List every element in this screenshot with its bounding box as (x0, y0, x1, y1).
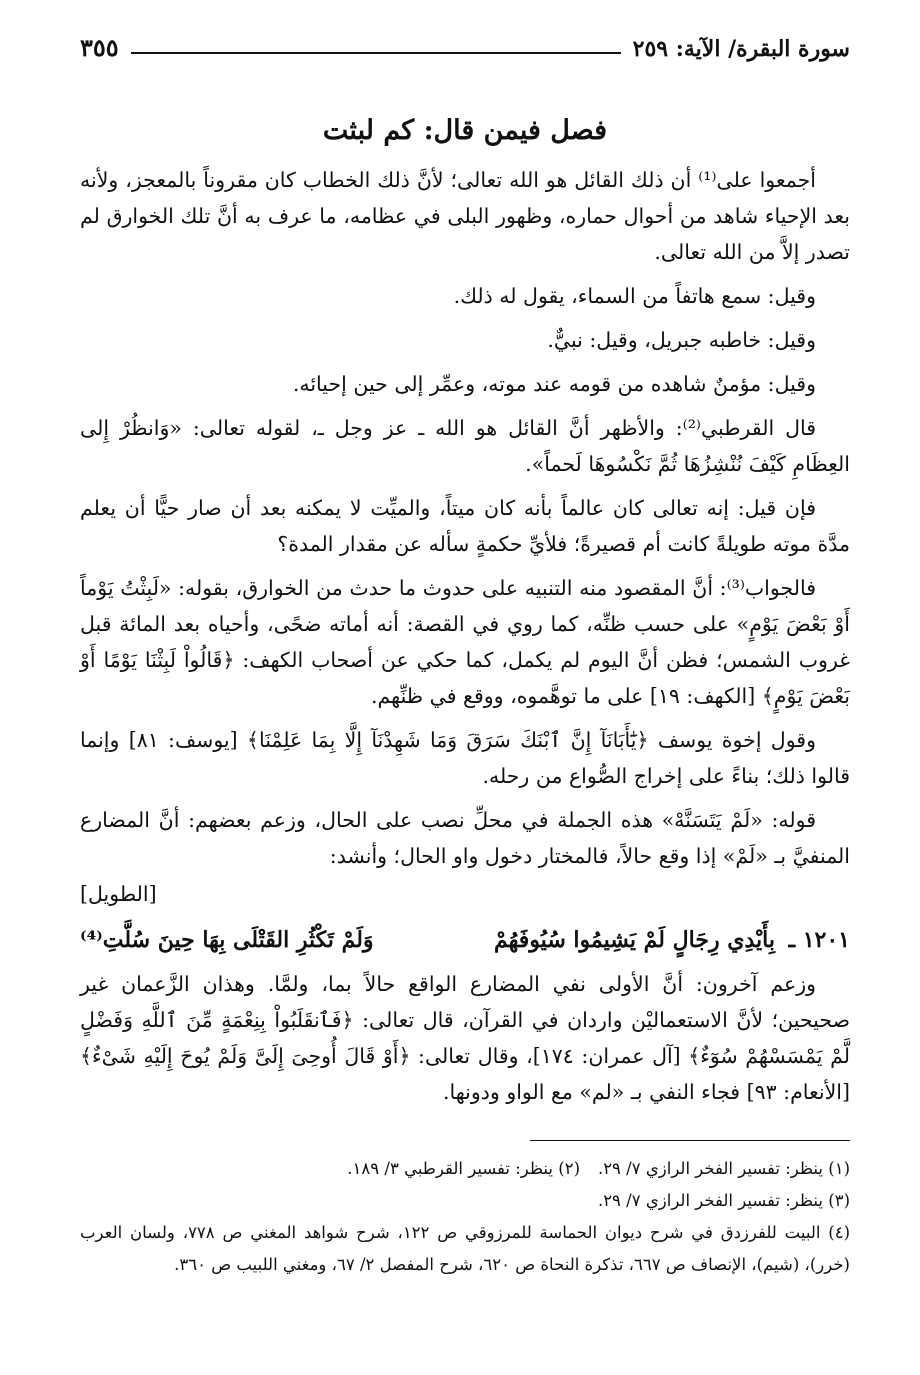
verse-hemistich-2: وَلَمْ تَكْثُرِ القَتْلَى بِهَا حِينَ سُلَّتِ⁽⁴⁾ (80, 927, 374, 953)
paragraph: قوله: «لَمْ يَتَسَنَّهْ» هذه الجملة في محلِّ نصب على الحال، وزعم بعضهم: أنَّ المضارع المنفيَّ بـ «لَمْ» إذا وقع حالاً، فالمختار دخول واو الحال؛ وأنشد: (80, 808, 850, 868)
main-text (80, 162, 850, 1110)
paragraph: فالجواب⁽³⁾: أنَّ المقصود منه التنبيه على حدوث ما حدث من الخوارق، بقوله: «لَبِثْتُ يَوْماً أَوْ بَعْضَ يَوْمٍ» على حسب ظنِّه، كما روي في القصة: أنه أماته ضحًى، وأحياه بعد المائة قبل غروب الشمس؛ فظن أنَّ اليوم لم يكمل، كما حكي عن أصحاب الكهف: ﴿قَالُواْ لَبِثْنَا يَوْمًا أَوْ بَعْضَ يَوْمٍ﴾ [الكهف: ١٩] على ما توهَّموه، ووقع في ظنِّهم. (80, 576, 850, 708)
paragraph: فإن قيل: إنه تعالى كان عالماً بأنه كان ميتاً، والميِّت لا يمكنه بعد أن صار حيًّا أن يعلم مدَّة موته طويلةً كانت أم قصيرةً؛ فلأيِّ حكمةٍ سأله عن مقدار المدة؟ (80, 496, 850, 556)
footnote-2: (٢) ينظر: تفسير القرطبي ٣/ ١٨٩. (347, 1159, 580, 1178)
paragraph: وقيل: مؤمنٌ شاهده من قومه عند موته، وعمِّر إلى حين إحيائه. (292, 372, 816, 396)
verse-first-half (494, 920, 850, 960)
paragraph: وقول إخوة يوسف ﴿يَٰٓأَبَانَآ إِنَّ ٱبْنَكَ سَرَقَ وَمَا شَهِدْنَآ إِلَّا بِمَا عَلِمْنَا﴾ [يوسف: ٨١] وإنما قالوا ذلك؛ بناءً على إخراج الصُّواع من رحله. (80, 728, 850, 788)
running-header (80, 22, 850, 62)
paragraph: قال القرطبي⁽²⁾: والأظهر أنَّ القائل هو الله ـ عز وجل ـ، لقوله تعالى: «وَانظُرْ إِلى العِظَامِ كَيْفَ نُنْشِزُهَا ثُمَّ نَكْسُوهَا لَحماً». (80, 416, 850, 476)
paragraph: وقيل: خاطبه جبريل، وقيل: نبيٌّ. (547, 328, 816, 352)
footnote-4: (٤) البيت للفرزدق في شرح ديوان الحماسة للمرزوقي ص ١٢٢، شرح شواهد المغني ص ٧٧٨، ولسان العرب (خرر)، (شيم)، الإنصاف ص ٦٦٧، تذكرة النحاة ص ٦٢٠، شرح المفصل ٢/ ٦٧، ومغني اللبيب ص ٣٦٠. (80, 1223, 851, 1274)
paragraph: وقيل: سمع هاتفاً من السماء، يقول له ذلك. (453, 284, 816, 308)
header-rule (131, 52, 621, 54)
page-number: ٣٥٥ (80, 33, 119, 62)
footnotes (80, 1153, 850, 1281)
meter-tag: [الطويل] (80, 882, 157, 906)
footnote-3: (٣) ينظر: تفسير الفخر الرازي ٧/ ٢٩. (597, 1191, 850, 1210)
verse-hemistich-1: بِأَيْدِي رِجَالٍ لَمْ يَشِيمُوا سُيُوفَهُمْ (494, 927, 775, 953)
footnote-row (80, 1185, 850, 1217)
paragraph: وزعم آخرون: أنَّ الأولى نفي المضارع الواقع حالاً بما، ولمَّا. وهذان الزَّعمان غير صحيحين؛ لأنَّ الاستعماليْن واردان في القرآن، قال تعالى: ﴿فَٱنقَلَبُواْ بِنِعْمَةٍ مِّنَ ٱللَّهِ وَفَضْلٍ لَّمْ يَمْسَسْهُمْ سُوٓءٌ﴾ [آل عمران: ١٧٤]، وقال تعالى: ﴿أَوْ قَالَ أُوحِىَ إِلَىَّ وَلَمْ يُوحَ إِلَيْهِ شَىْءٌ﴾ [الأنعام: ٩٣] فجاء النفي بـ «لم» مع الواو ودونها. (80, 972, 850, 1104)
book-page (80, 22, 850, 1281)
footnote-1: (١) ينظر: تفسير الفخر الرازي ٧/ ٢٩. (597, 1159, 850, 1178)
section-title: فصل فيمن قال: كم لبثت (322, 115, 608, 146)
verse-number: ١٢٠١ ـ (788, 927, 850, 953)
paragraph: أجمعوا على⁽¹⁾ أن ذلك القائل هو الله تعالى؛ لأنَّ ذلك الخطاب كان مقروناً بالمعجز، ولأنه بعد الإحياء شاهد من أحوال حماره، وظهور البلى في عظامه، ما عرف به أنَّ تلك الخوارق لم تصدر إلاَّ من الله تعالى. (80, 168, 850, 264)
surah-header: سورة البقرة/ الآية: ٢٥٩ (632, 36, 850, 62)
poetry-verse (80, 920, 850, 960)
footnote-row (80, 1153, 850, 1185)
footnote-rule (530, 1140, 850, 1141)
